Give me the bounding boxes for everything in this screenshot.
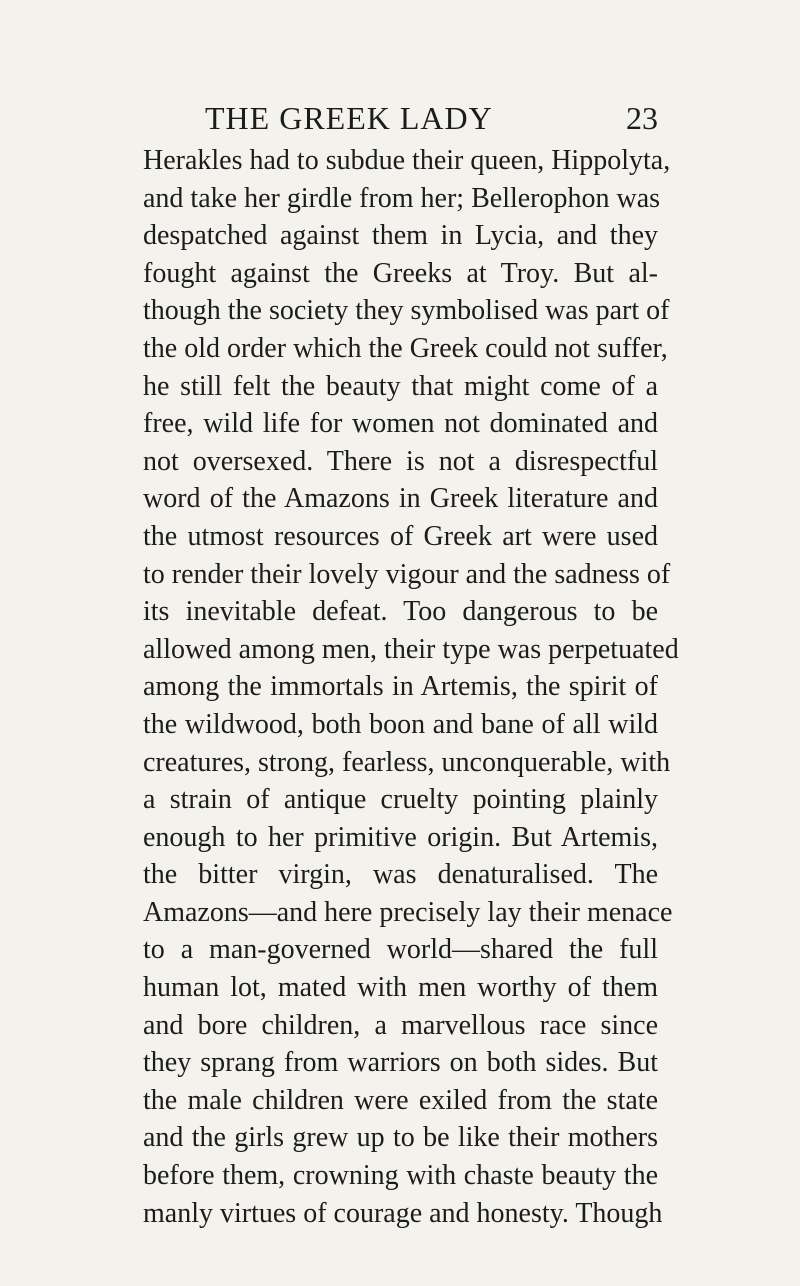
text-line: free, wild life for women not dominated and xyxy=(143,408,658,440)
text-line: creatures, strong, fearless, unconquerable, with xyxy=(143,746,671,778)
text-line: they sprang from warriors on both sides. But xyxy=(143,1047,658,1079)
text-line: the male children were exiled from the state xyxy=(143,1084,658,1116)
text-line: and bore children, a marvellous race since xyxy=(143,1009,658,1041)
body-paragraph xyxy=(143,142,679,1232)
text-line: manly virtues of courage and honesty. Though xyxy=(143,1197,663,1229)
text-line: and take her girdle from her; Bellerophon was xyxy=(143,182,661,214)
text-line: to render their lovely vigour and the sadness of xyxy=(143,558,671,590)
text-line: enough to her primitive origin. But Artemis, xyxy=(143,821,658,853)
text-line: though the society they symbolised was part of xyxy=(143,295,670,327)
text-line: its inevitable defeat. Too dangerous to be xyxy=(143,596,658,628)
text-line: the wildwood, both boon and bane of all wild xyxy=(143,708,658,740)
text-line: Herakles had to subdue their queen, Hippolyta, xyxy=(143,145,671,176)
text-line: and the girls grew up to be like their mothers xyxy=(143,1122,658,1154)
text-line: the utmost resources of Greek art were used xyxy=(143,520,658,552)
text-line: not oversexed. There is not a disrespectful xyxy=(143,445,658,477)
text-line: despatched against them in Lycia, and they xyxy=(143,220,658,252)
text-line: the bitter virgin, was denaturalised. The xyxy=(143,859,658,891)
text-line: Amazons—and here precisely lay their menace xyxy=(143,896,673,928)
running-head xyxy=(143,96,658,140)
text-line: word of the Amazons in Greek literature and xyxy=(143,483,658,515)
text-line: among the immortals in Artemis, the spirit of xyxy=(143,671,658,703)
text-line: before them, crowning with chaste beauty the xyxy=(143,1160,658,1192)
text-line: fought against the Greeks at Troy. But al- xyxy=(143,257,658,289)
running-title: THE GREEK LADY xyxy=(205,100,493,136)
text-line: to a man-governed world—shared the full xyxy=(143,934,658,966)
text-line: human lot, mated with men worthy of them xyxy=(143,972,658,1004)
text-line: allowed among men, their type was perpetuated xyxy=(143,633,679,665)
text-line: the old order which the Greek could not suffer, xyxy=(143,332,668,364)
page-number: 23 xyxy=(626,100,658,136)
text-line: a strain of antique cruelty pointing plainly xyxy=(143,784,658,816)
text-line: he still felt the beauty that might come of a xyxy=(143,370,658,402)
